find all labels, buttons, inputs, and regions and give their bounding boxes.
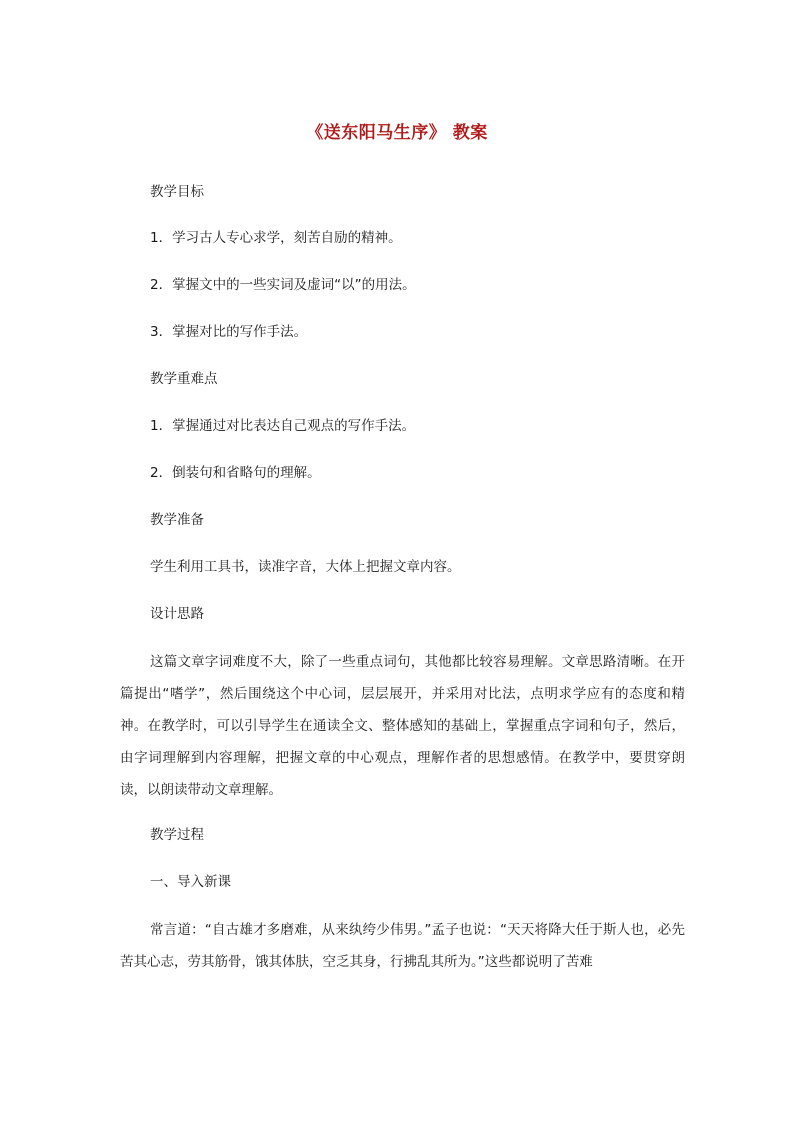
heading-process: 教学过程 (150, 827, 204, 843)
document-title: 《送东阳马生序》 教案 (306, 123, 488, 143)
preparation-text: 学生利用工具书，读准字音，大体上把握文章内容。 (150, 559, 461, 575)
subheading-intro: 一、导入新课 (150, 874, 231, 890)
goal-item: 1．学习古人专心求学，刻苦自励的精神。 (150, 230, 402, 246)
key-point-item: 1．掌握通过对比表达自己观点的写作手法。 (150, 418, 416, 434)
goal-item: 3．掌握对比的写作手法。 (150, 324, 308, 340)
heading-key-points: 教学重难点 (150, 371, 218, 387)
heading-preparation: 教学准备 (150, 512, 204, 528)
key-point-item: 2．倒装句和省略句的理解。 (150, 465, 321, 481)
heading-teaching-goals: 教学目标 (150, 184, 204, 200)
intro-paragraph: 常言道：“自古雄才多磨难，从来纨绔少伟男。”孟子也说：“天天将降大任于斯人也，必先苦其心志，劳其筋骨，饿其体肤，空乏其身，行拂乱其所为。”这些都说明了苦难 (120, 922, 685, 970)
design-paragraph: 这篇文章字词难度不大，除了一些重点词句，其他都比较容易理解。文章思路清晰。在开篇提出“嗜学”，然后围绕这个中心词，层层展开，并采用对比法，点明求学应有的态度和精神。在教学时，可以引导学生在通读全文、整体感知的基础上，掌握重点字词和句子，然后，由字词理解到内容理解，把握文章的中心观点，理解作者的思想感情。在教学中，要贯穿朗读，以朗读带动文章理解。 (120, 654, 685, 798)
heading-design: 设计思路 (150, 606, 204, 622)
goal-item: 2．掌握文中的一些实词及虚词“以”的用法。 (150, 277, 416, 293)
